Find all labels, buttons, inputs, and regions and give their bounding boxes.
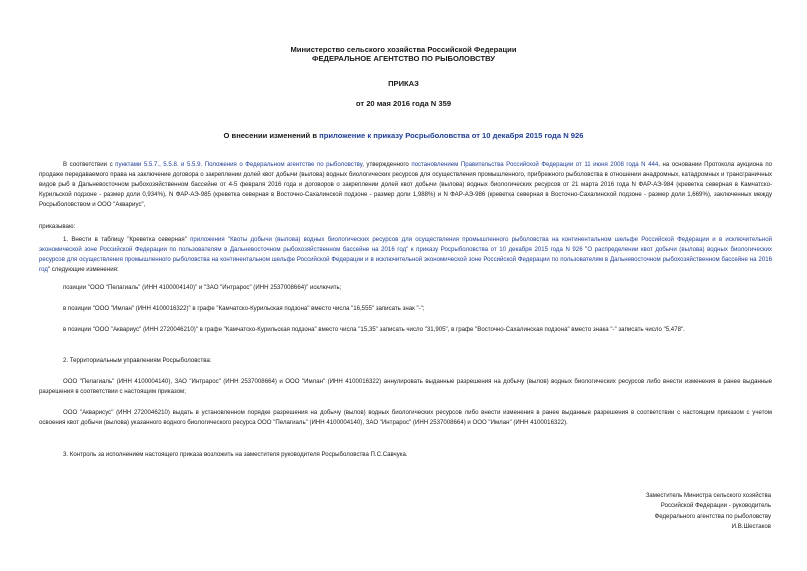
signature-line-3: Федерального агентства по рыболовству xyxy=(654,512,771,520)
item-3-paragraph: 3. Контроль за исполнением настоящего приказа возложить на заместителя руководителя Росрыболовства П.С.Савчука. xyxy=(63,451,408,458)
item-1-sub-3: в позиции "ООО "Аквариус" (ИНН 2720046210)" в графе "Камчатско-Курильская подзона" вместо числа "15,35" записать число "31,905", в графе "Восточно-Сахалинская подзона" вместо знака "-" записать число "5,478". xyxy=(63,326,685,333)
item-1-sub-2: в позиции "ООО "Имлан" (ИНН 4100016322)" в графе "Камчатско-Курильская подзона" вместо числа "16,555" записать знак "-"; xyxy=(63,305,425,312)
preamble-text-2: , утвержденного xyxy=(362,161,412,168)
document-type: ПРИКАЗ xyxy=(388,79,419,88)
signature-line-1: Заместитель Министра сельского хозяйства xyxy=(645,492,771,499)
item-1-text-3: " следующие изменения: xyxy=(47,266,119,274)
preamble-link-decree[interactable]: постановлением Правительства Российской Федерации от 11 июня 2008 года N 444 xyxy=(411,161,659,168)
preamble-text-3: , на основании Протокола аукциона по продаже передаваемого права на заключение договора о закреплении долей квот добычи (вылова) водных биологических ресурсов для осуществления промышленного, прибрежного рыболовства в отношении анадромных, катадромных и трансграничных видов рыб в Дальневосточном рыбохозяйственном бассейне от 4-5 февраля 2016 года и договоров о закреплении долей квот добычи (вылова) водных биологических ресурсов от 21 марта 2016 года N ФАР-АЭ-984 (креветка северная в Камчатско-Курильской подзоне - размер доли 0,934%), N ФАР-АЭ-985 (креветка северная в Восточно-Сахалинской подзоне - размер доли 1,988%) и N ФАР-АЭ-986 (креветка северная в Восточно-Сахалинской подзоне - размер доли 1,669%), заключенных между Росрыболовством и ООО "Аквариус", xyxy=(39,161,773,209)
preamble-paragraph xyxy=(39,160,772,210)
item-1-text-1: 1. Внести в таблицу "Креветка северная" xyxy=(63,236,191,243)
item-1-link-distribution[interactable]: О распределении квот добычи (вылова) водных биологических ресурсов для осуществления промышленного рыболовства на континентальном шельфе Российской Федерации и в исключительной экономической зоне Российской Федерации по пользователям в Дальневосточном рыбохозяйственном бассейне на 2016 год xyxy=(39,246,772,274)
item-2-paragraph-a: ООО "Пелагиаль" (ИНН 4100004140), ЗАО "Интрарос" (ИНН 2537008664) и ООО "Имлан" (ИНН 4100016322) аннулировать выданные разрешения на добычу (вылов) водных биологических ресурсов либо внести изменения в ранее выданные разрешения в соответствии с настоящим приказом; xyxy=(39,378,772,396)
signature-name: И.В.Шестаков xyxy=(731,523,771,531)
order-word: приказываю: xyxy=(39,223,76,230)
item-2-heading: 2. Территориальным управлениям Росрыболовства: xyxy=(63,357,212,364)
signature-block xyxy=(471,491,771,533)
agency-name: ФЕДЕРАЛЬНОЕ АГЕНТСТВО ПО РЫБОЛОВСТВУ xyxy=(312,54,495,63)
document-title xyxy=(0,131,807,141)
ministry-name: Министерство сельского хозяйства Российской Федерации xyxy=(290,45,517,54)
item-1-sub-1: позиции "ООО "Пелагиаль" (ИНН 4100004140)" и "ЗАО "Интрарос" (ИНН 2537008664)" исключить; xyxy=(63,284,342,291)
item-1-link-appendix[interactable]: приложения "Квоты добычи (вылова) водных биологических ресурсов для осуществления промышленного рыболовства на континентальном шельфе Российской Федерации и в исключительной экономической зоне Российской Федерации по пользователям в Дальневосточном рыбохозяйственном бассейне на 2016 год" к приказу Росрыболовства от 10 декабря 2015 года N 926 xyxy=(39,236,772,254)
item-1-paragraph xyxy=(39,235,772,275)
title-prefix: О внесении изменений в xyxy=(223,131,320,140)
signature-line-2: Российской Федерации - руководитель xyxy=(660,502,771,510)
preamble-text-1: В соответствии с xyxy=(63,161,116,168)
title-link[interactable]: приложение к приказу Росрыболовства от 10 декабря 2015 года N 926 xyxy=(319,131,584,140)
item-2-paragraph-b: ООО "Акварисус" (ИНН 2720046210) выдать в установленном порядке разрешения на добычу (вылов) водных биологических ресурсов либо внести изменения в ранее выданные разрешения в соответствии с настоящим приказом с учетом освоения квот добычи (вылова) указанного водного биологического ресурса ООО "Пелагиаль" (ИНН 4100004140), ЗАО "Интрарос" (ИНН 2537008664) и ООО "Имлан" (ИНН 4100016322). xyxy=(39,409,772,427)
preamble-link-regulation[interactable]: пунктами 5.5.7., 5.5.8. и 5.5.9. Положения о Федеральном агентстве по рыболовству xyxy=(115,161,363,168)
document-date-number: от 20 мая 2016 года N 359 xyxy=(355,99,452,108)
item-1-text-2: " xyxy=(582,246,588,254)
